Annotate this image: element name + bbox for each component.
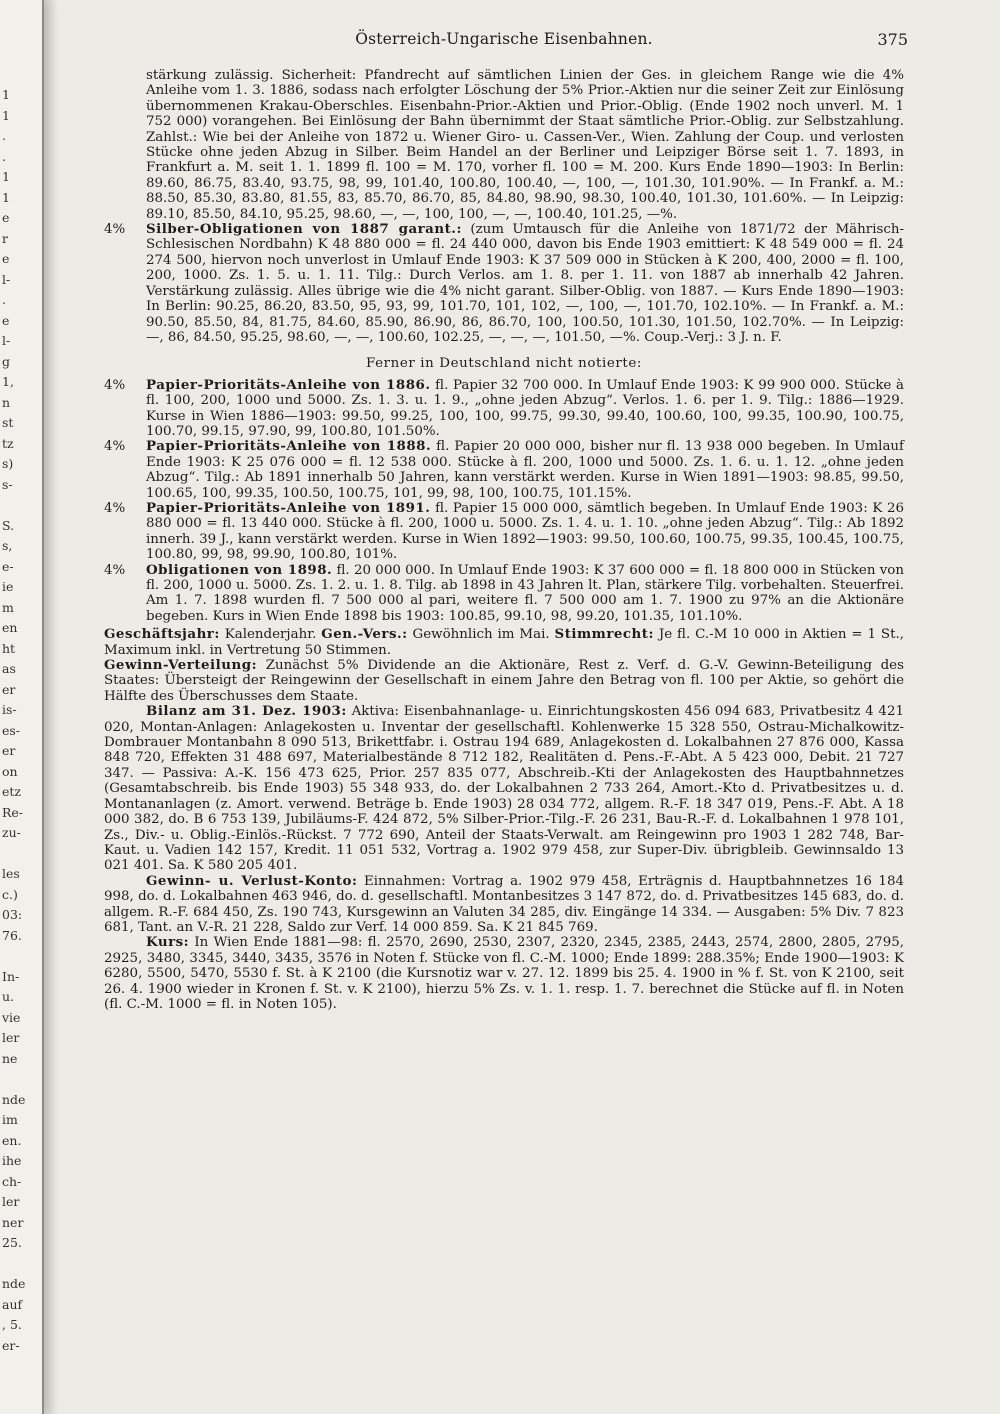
adjacent-page-fragment: en. bbox=[2, 1132, 22, 1148]
adjacent-page-fragment: s) bbox=[2, 456, 14, 471]
adjacent-page-fragment: l- bbox=[2, 271, 11, 287]
entry-title: Obligationen von 1898. bbox=[146, 561, 333, 578]
entry-papier-1886 bbox=[104, 378, 904, 440]
adjacent-page-fragment: 1 bbox=[2, 107, 10, 123]
kurs-paragraph bbox=[104, 935, 904, 1012]
kurs-label: Kurs: bbox=[146, 934, 190, 951]
adjacent-page-fragment: 1 bbox=[2, 189, 10, 205]
gewinn-verlust-text: Einnahmen: Vortrag a. 1902 979 458, Erträgnis d. Hauptbahnnetzes 16 184 998, do. d. Lokalbahnen 463 946, do. d. gesellschaftl. Montanbesitzes 3 147 872, do. d. Privatbesitzes 145 683, do. d. allgem. R.-F. 684 450, Zs. 190 743, Kursgewinn an Valuten 34 285, div. Eingänge 14 334. — Ausgaben: 5% Div. 7 823 681, Tant. an V.-R. 21 228, Saldo zur Verf. 14 000 859. Sa. K 21 845 769. bbox=[104, 873, 904, 935]
adjacent-page-fragment: s, bbox=[2, 538, 13, 553]
running-header bbox=[100, 30, 908, 54]
adjacent-page-fragment: . bbox=[2, 148, 6, 164]
page-number: 375 bbox=[877, 30, 908, 49]
section-note: Ferner in Deutschland nicht notierte: bbox=[366, 356, 642, 372]
adjacent-page-fragment: zu- bbox=[2, 825, 21, 840]
bilanz-text: Aktiva: Eisenbahnanlage- u. Einrichtungskosten 456 094 683, Privatbesitz 4 421 020, Montan-Anlagen: Anlagekosten u. Inventar der gesellschaftl. Kohlenwerke 15 328 550, Ostrau-Michalkowitz-Dombrauer Montanbahn 8 090 513, Brikettfabr. i. Ostrau 194 689, Anlagekosten d. Lokalbahnen 27 876 000, Kassa 848 720, Effekten 31 488 697, Materialbestände 8 712 182, Realitäten d. Pens.-F.-Abt. A 5 423 000, Debit. 21 727 347. — Passiva: A.-K. 156 473 625, Prior. 257 835 077, Abschreib.-Kti der Anlagekosten des Hauptbahnnetzes (Gesamtabschreib. bis Ende 1903) 55 348 933, do. der Lokalbahnen 2 733 264, Amort.-Kto d. Privatbesitzes u. d. Montananlagen (z. Amort. verwend. Beträge b. Ende 1903) 28 034 772, allgem. R.-F. 18 347 019, Pens.-F. Abt. A 18 000 382, do. B 6 753 139, Jubiläums-F. 424 872, 5% Silber-Prior.-Tilg.-F. 26 231, Bau-R.-F. d. Lokalbahnen 1 978 101, Zs., Div.- u. Oblig.-Einlös.-Rückst. 7 772 690, Anteil der Staats-Verwalt. am Reingewinn pro 1903 1 282 748, Bar-Kaut. u. Vadien 142 157, Kredit. 11 051 532, Vortrag a. 1902 979 458, zur Super-Div. übrigbleib. Gewinnsaldo 13 021 401. Sa. K 580 205 401. bbox=[104, 704, 904, 874]
adjacent-page-fragment: 1 bbox=[2, 169, 10, 184]
adjacent-page-fragment: as bbox=[2, 661, 16, 676]
adjacent-page-fragment: es- bbox=[2, 722, 21, 738]
entry-rate: 4% bbox=[104, 500, 126, 516]
adjacent-page-fragment: s- bbox=[2, 476, 13, 492]
adjacent-page-fragment: n bbox=[2, 394, 11, 410]
entry-silber-obligationen-1887 bbox=[104, 222, 904, 345]
stimmrecht-text: Je fl. C.-M 10 000 in Aktien = 1 St., Maximum inkl. in Vertretung 50 Stimmen. bbox=[104, 627, 904, 658]
entry-rate: 4% bbox=[104, 562, 126, 578]
adjacent-page-fragment bbox=[2, 946, 40, 967]
gewinn-verlust-paragraph bbox=[104, 874, 904, 936]
adjacent-page-fragment: les bbox=[2, 866, 20, 881]
adjacent-page-fragment: ler bbox=[2, 1194, 20, 1209]
adjacent-page-fragment: c.) bbox=[2, 886, 18, 902]
intro-paragraph: stärkung zulässig. Sicherheit: Pfandrecht auf sämtlichen Linien der Ges. in gleichem Range wie die 4% Anleihe vom 1. 3. 1886, sodass nach erfolgter Löschung der 5% Prior.-Aktien nur die seiner Zeit zur Einlösung übernommenen Krakau-Oberschles. Eisenbahn-Prior.-Aktien und Prior.-Oblig. (Ende 1902 noch unverl. M. 1 752 000) vorangehen. Bei Einlösung der Bahn übernimmt der Staat sämtliche Prior.-Oblig. zur Selbstzahlung. Zahlst.: Wie bei der Anleihe von 1872 u. Wiener Giro- u. Cassen-Ver., Wien. Zahlung der Coup. und verlosten Stücke ohne jeden Abzug in Silber. Beim Handel an der Berliner und Leipziger Börse seit 1. 7. 1893, in Frankfurt a. M. seit 1. 1. 1899 fl. 100 = M. 170, vorher fl. 100 = M. 200. Kurs Ende 1890—1903: In Berlin: 89.60, 86.75, 83.40, 93.75, 98, 99, 101.40, 100.80, 100.40, —, 100, —, 101.30, 101.90%. — In Frankf. a. M.: 88.50, 85.30, 83.80, 81.55, 83, 85.70, 86.70, 85, 84.80, 98.90, 98.30, 100.40, 101.30, 101.60%. — In Leipzig: 89.10, 85.50, 84.10, 95.25, 98.60, —, —, 100, 100, —, —, 100.40, 101.25, —%. bbox=[146, 68, 904, 222]
adjacent-page-fragment: g bbox=[2, 353, 11, 369]
entry-title: Papier-Prioritäts-Anleihe von 1888. bbox=[146, 438, 432, 455]
adjacent-page-fragment: , 5. bbox=[2, 1317, 22, 1332]
adjacent-page-fragment: S. bbox=[2, 517, 15, 533]
adjacent-page-fragment: . bbox=[2, 128, 6, 143]
adjacent-page-fragment: In- bbox=[2, 968, 20, 984]
adjacent-page-fragment: u. bbox=[2, 989, 15, 1004]
bilanz-label: Bilanz am 31. Dez. 1903: bbox=[146, 703, 347, 720]
adjacent-page-fragment: e bbox=[2, 210, 10, 225]
entry-rate: 4% bbox=[104, 222, 126, 238]
adjacent-page-fragment: e- bbox=[2, 558, 14, 574]
adjacent-page-fragment: nde bbox=[2, 1091, 26, 1107]
adjacent-page-fragment: etz bbox=[2, 784, 22, 799]
adjacent-page-fragment: ie bbox=[2, 579, 14, 594]
adjacent-page-edge bbox=[0, 0, 44, 1414]
geschaeftsjahr-paragraph bbox=[104, 627, 904, 658]
entry-text: fl. Papier 20 000 000, bisher nur fl. 13 938 000 begeben. In Umlauf Ende 1903: K 25 076 000 = fl. 12 538 000. Stücke à fl. 200, 1000 und 5000. Zs. 1. 6. u. 1. 12. „ohne jeden Abzug“. Tilg.: Ab 1891 innerhalb 50 Jahren, kann verstärkt werden. Kurse in Wien 1891—1903: 98.85, 99.50, 100.65, 100, 99.35, 100.50, 100.75, 101, 99, 98, 100, 100.75, 101.15%. bbox=[146, 439, 905, 501]
adjacent-page-fragment: ht bbox=[2, 640, 16, 656]
adjacent-page-fragment: r bbox=[2, 230, 8, 246]
adjacent-page-fragment bbox=[2, 1069, 40, 1090]
entry-papier-1891 bbox=[104, 501, 904, 563]
gewinn-verlust-label: Gewinn- u. Verlust-Konto: bbox=[146, 872, 358, 889]
adjacent-page-fragment: er bbox=[2, 681, 16, 697]
adjacent-page-fragment: 25. bbox=[2, 1235, 22, 1250]
entry-obligationen-1898 bbox=[104, 563, 904, 625]
adjacent-page-fragment bbox=[2, 495, 40, 516]
page-fold-shadow bbox=[44, 0, 58, 1414]
adjacent-page-fragment: 76. bbox=[2, 927, 22, 943]
gewinn-verteilung-paragraph bbox=[104, 658, 904, 704]
adjacent-page-fragment: vie bbox=[2, 1009, 21, 1025]
page-body bbox=[104, 68, 904, 1012]
geschaeftsjahr-text: Kalenderjahr. bbox=[224, 627, 317, 643]
adjacent-page-fragment: en bbox=[2, 620, 18, 635]
adjacent-page-fragment: ne bbox=[2, 1050, 18, 1066]
entry-text: (zum Umtausch für die Anleihe von 1871/72 der Mährisch-Schlesischen Nordbahn) K 48 880 000 = fl. 24 440 000, davon bis Ende 1903 emittiert: K 48 549 000 = fl. 24 274 500, hiervon noch unverlost in Umlauf Ende 1903: K 37 509 000 in Stücken à K 200, 400, 2000 = fl. 100, 200, 1000. Zs. 1. 5. u. 1. 11. Tilg.: Durch Verlos. am 1. 8. per 1. 11. von 1887 ab innerhalb 42 Jahren. Verstärkung zulässig. Alles übrige wie die 4% nicht garant. Silber-Oblig. von 1887. — Kurs Ende 1890—1903: In Berlin: 90.25, 86.20, 83.50, 95, 93, 99, 101.70, 101, 102, —, 100, —, 101.70, 102.10%. — In Frankf. a. M.: 90.50, 85.50, 84, 81.75, 84.60, 85.90, 86.90, 86, 86.70, 100, 100.50, 101.30, 101.50, 102.70%. — In Leipzig: —, 86, 84.50, 95.25, 98.60, —, —, 100.60, 102.25, —, —, —, 101.50, —%. Coup.-Verj.: 3 J. n. F. bbox=[146, 222, 904, 345]
entry-text: fl. Papier 15 000 000, sämtlich begeben. In Umlauf Ende 1903: K 26 880 000 = fl. 13 440 000. Stücke à fl. 200, 1000 u. 5000. Zs. 1. 4. u. 1. 10. „ohne jeden Abzug“. Tilg.: Ab 1892 innerh. 39 J., kann verstärkt werden. Kurse in Wien 1892—1903: 99.50, 100.60, 100.75, 99.35, 100.45, 100.75, 100.80, 99, 98, 99.90, 100.80, 101%. bbox=[146, 500, 905, 563]
stimmrecht-label: Stimmrecht: bbox=[554, 626, 654, 643]
adjacent-page-fragment: im bbox=[2, 1112, 18, 1127]
adjacent-page-fragment: ihe bbox=[2, 1153, 22, 1168]
geschaeftsjahr-label: Geschäftsjahr: bbox=[104, 626, 220, 643]
adjacent-page-fragment: 03: bbox=[2, 907, 23, 922]
entry-title: Silber-Obligationen von 1887 garant.: bbox=[146, 221, 462, 238]
gewinn-verteilung-text: Zunächst 5% Dividende an die Aktionäre, Rest z. Verf. d. G.-V. Gewinn-Beteiligung des Staates: Übersteigt der Reingewinn der Gesellschaft in einem Jahre den Betrag von fl. 100 per Aktie, so gehört die Hälfte des Überschusses dem Staate. bbox=[104, 658, 904, 704]
adjacent-page-fragment: e bbox=[2, 312, 10, 328]
adjacent-page-fragment: Re- bbox=[2, 804, 24, 820]
adjacent-page-fragment: 1, bbox=[2, 374, 14, 389]
adjacent-page-fragment: on bbox=[2, 763, 18, 779]
adjacent-page-fragment: ch- bbox=[2, 1173, 22, 1189]
kurs-text: In Wien Ende 1881—98: fl. 2570, 2690, 2530, 2307, 2320, 2345, 2385, 2443, 2574, 2800, 2805, 2795, 2925, 3480, 3345, 3440, 3435, 3576 in Noten f. Stücke von fl. C.-M. 1000; Ende 1899: 288.35%; Ende 1900—1903: K 6280, 5500, 5470, 5530 f. St. à K 2100 (die Kursnotiz war v. 27. 12. 1899 bis 25. 4. 1900 in % f. St. von K 2100, seit 26. 4. 1900 wieder in Kronen f. St. v. K 2100), hierzu 5% Zs. v. 1. 1. resp. 1. 7. berechnet die Stücke auf fl. in Noten (fl. C.-M. 1000 = fl. in Noten 105). bbox=[104, 935, 904, 1012]
adjacent-page-fragment: ler bbox=[2, 1030, 20, 1045]
adjacent-page-fragment: er bbox=[2, 743, 16, 758]
entry-rate: 4% bbox=[104, 439, 126, 455]
adjacent-page-fragment: is- bbox=[2, 702, 17, 717]
entry-text: fl. 20 000 000. In Umlauf Ende 1903: K 37 600 000 = fl. 18 800 000 in Stücken von fl. 200, 1000 u. 5000. Zs. 1. 2. u. 1. 8. Tilg. ab 1898 in 43 Jahren lt. Plan, stärkere Tilg. vorbehalten. Steuerfrei. Am 1. 7. 1898 wurden fl. 7 500 000 al pari, weitere fl. 7 500 000 am 1. 7. 1900 zu 97% an die Aktionäre begeben. Kurs in Wien Ende 1898 bis 1903: 100.85, 99.10, 98, 99.20, 101.35, 101.10%. bbox=[146, 562, 904, 624]
running-title: Österreich-Ungarische Eisenbahnen. bbox=[355, 30, 653, 48]
adjacent-page-fragment: e bbox=[2, 251, 10, 266]
adjacent-page-fragment: er- bbox=[2, 1337, 20, 1353]
adjacent-page-fragment: . bbox=[2, 292, 6, 307]
adjacent-page-fragment bbox=[2, 844, 40, 865]
adjacent-page-fragment: st bbox=[2, 415, 14, 430]
gen-vers-text: Gewöhnlich im Mai. bbox=[412, 627, 550, 643]
adjacent-page-fragment: l- bbox=[2, 333, 11, 348]
adjacent-page-fragment: auf bbox=[2, 1296, 23, 1312]
gewinn-verteilung-label: Gewinn-Verteilung: bbox=[104, 657, 258, 674]
entry-rate: 4% bbox=[104, 377, 126, 393]
entry-title: Papier-Prioritäts-Anleihe von 1886. bbox=[146, 376, 431, 393]
adjacent-page-fragments bbox=[2, 85, 40, 1356]
entry-papier-1888 bbox=[104, 439, 904, 501]
gen-vers-label: Gen.-Vers.: bbox=[321, 626, 408, 643]
adjacent-page-fragment: m bbox=[2, 599, 14, 615]
adjacent-page-fragment bbox=[2, 1254, 40, 1275]
adjacent-page-fragment: ner bbox=[2, 1214, 24, 1230]
adjacent-page-fragment: tz bbox=[2, 435, 14, 451]
entry-title: Papier-Prioritäts-Anleihe von 1891. bbox=[146, 499, 431, 516]
bilanz-paragraph bbox=[104, 704, 904, 873]
adjacent-page-fragment: 1 bbox=[2, 87, 10, 102]
adjacent-page-fragment: nde bbox=[2, 1276, 26, 1291]
entry-text: fl. Papier 32 700 000. In Umlauf Ende 1903: K 99 900 000. Stücke à fl. 100, 200, 1000 und 5000. Zs. 1. 3. u. 1. 9., „ohne jeden Abzug“. Verlos. 1. 6. per 1. 9. Tilg.: 1886—1929. Kurse in Wien 1886—1903: 99.50, 99.25, 100, 100, 99.75, 99.30, 99.40, 100.60, 100, 99.35, 100.90, 100.75, 100.70, 99.15, 97.90, 99, 100.80, 101.50%. bbox=[146, 377, 905, 439]
